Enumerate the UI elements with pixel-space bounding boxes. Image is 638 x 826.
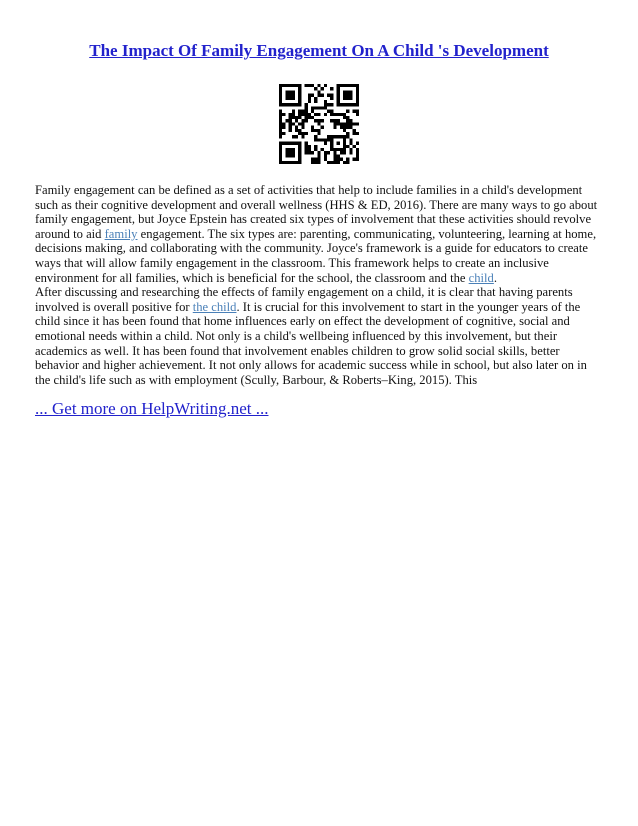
get-more-link[interactable]: ... Get more on HelpWriting.net ... xyxy=(35,399,269,418)
title-link[interactable]: The Impact Of Family Engagement On A Child 's Development xyxy=(89,41,549,60)
qr-code xyxy=(279,84,359,164)
paragraph-2-text-b: . It is crucial for this involvement to start in the younger years of the child since it has been found that home influences early on effect the development of cognitive, social and emotional needs within a child. Not only is a child's wellbeing influenced by this involvement, but their academics as well. It has been found that involvement enables children to grow solid social skills, better behavior and higher achievement. It not only allows for academic success while in school, but also later on in the child's life such as with employment (Scully, Barbour, & Roberts–King, 2015). This xyxy=(35,299,587,387)
get-more-paragraph xyxy=(35,398,268,420)
paragraph-1-text-c: . xyxy=(493,270,497,285)
page-title xyxy=(20,40,618,62)
child-link[interactable]: child xyxy=(468,270,494,285)
paragraph-1-text-a: Family engagement can be defined as a set of activities that help to include families in a child's development such as their cognitive development and overall wellness (HHS & ED, 2016). There are many ways to go about family engagement, but Joyce Epstein has created six types of involvement that these activities should revolve around to aid xyxy=(35,183,598,241)
article-body xyxy=(35,183,605,387)
paragraph-1 xyxy=(35,183,605,285)
paragraph-2 xyxy=(35,285,605,387)
paragraph-2-text-a: After discussing and researching the effects of family engagement on a child, it is clear that having parents involved is overall positive for xyxy=(35,285,573,314)
family-link[interactable]: family xyxy=(104,226,138,241)
the-child-link[interactable]: the child xyxy=(192,299,237,314)
paragraph-1-text-b: engagement. The six types are: parenting, communicating, volunteering, learning at home, decisions making, and collaborating with the community. Joyce's framework is a guide for educators to create ways that will allow family engagement in the classroom. This framework helps to create an inclusive environment for all families, which is beneficial for the school, the classroom and the xyxy=(35,226,597,285)
